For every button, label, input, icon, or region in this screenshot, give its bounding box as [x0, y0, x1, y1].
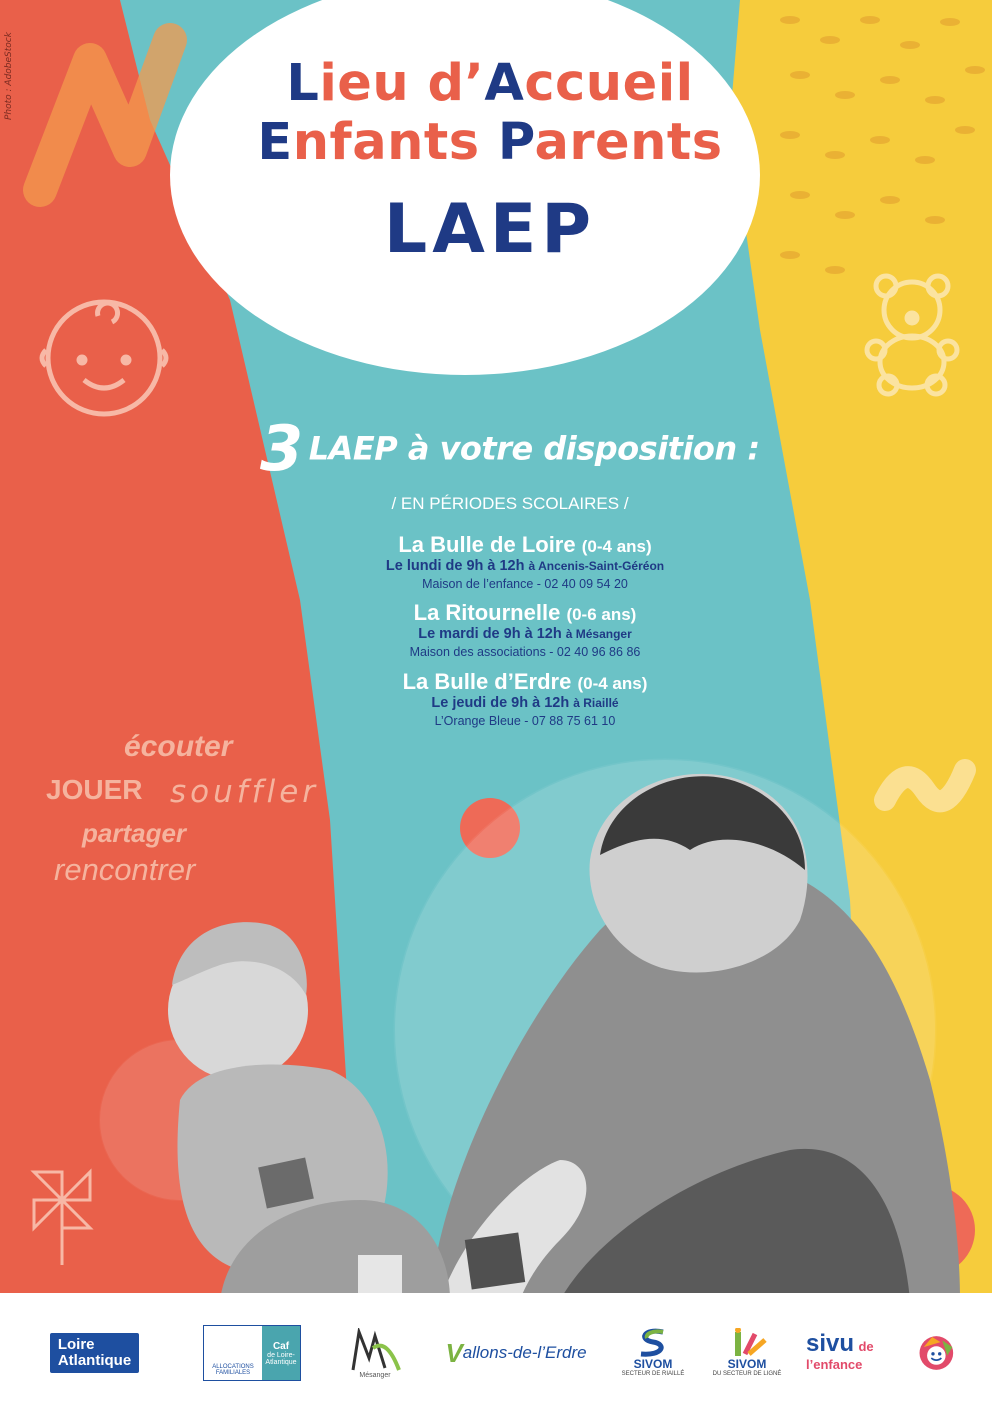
venue-name-line: [300, 601, 750, 625]
logo-caf: [202, 1323, 302, 1383]
mesanger-mark-icon: [345, 1328, 405, 1372]
venue-address: L’Orange Bleue - 07 88 75 61 10: [434, 713, 616, 728]
title-fragment: nfants: [292, 112, 498, 172]
verb-rencontrer: rencontrer: [54, 852, 196, 887]
title-initial-l: L: [286, 54, 320, 113]
venue-schedule-line: [300, 557, 750, 576]
venue-schedule: Le mardi de 9h à 12h: [418, 626, 562, 643]
venue-location: à Mésanger: [565, 627, 632, 642]
venue-location: à Riaillé: [573, 695, 619, 710]
venue-name-line: [300, 533, 750, 557]
sivom-ligne-name: SIVOM: [727, 1357, 767, 1372]
sivom-ligne-mark-icon: [725, 1328, 769, 1358]
sivom-ligne-sub: DU SECTEUR DE LIGNÉ: [712, 1371, 782, 1378]
verb-souffler: souffler: [170, 774, 320, 810]
la-line-1: Loire: [57, 1336, 95, 1354]
venue-age: (0-6 ans): [566, 605, 637, 625]
venue-item: [300, 670, 750, 729]
verb-jouer: JOUER: [46, 774, 143, 805]
title-initial-a: A: [484, 54, 525, 113]
loire-atlantique-box: [50, 1333, 139, 1373]
photo-credit: Photo : AdobeStock: [4, 32, 14, 120]
venue-age: (0-4 ans): [581, 537, 652, 556]
sivom-riaille-sub: SECTEUR DE RIAILLÉ: [621, 1371, 685, 1378]
venue-name-line: [300, 670, 750, 694]
title-fragment: ieu d’: [319, 54, 485, 113]
venue-name: La Bulle d’Erdre: [402, 668, 572, 694]
venue-item: [300, 533, 750, 592]
logo-sivom-riaille: [620, 1323, 686, 1383]
title-initial-p: P: [497, 112, 535, 172]
logo-mesanger: [335, 1323, 415, 1383]
verb-ecouter: écouter: [124, 730, 233, 763]
venue-age: (0-4 ans): [577, 673, 648, 693]
sivu-text: [806, 1332, 913, 1374]
caf-allocations: ALLOCATIONS FAMILIALES: [204, 1326, 262, 1380]
sivom-riaille-name: SIVOM: [633, 1357, 673, 1372]
title-line-1: [200, 55, 780, 114]
logo-loire-atlantique: [32, 1323, 157, 1383]
school-periods-note: / EN PÉRIODES SCOLAIRES /: [391, 494, 629, 513]
sivu-smiley-icon: [917, 1330, 956, 1376]
sivu-name: sivu: [806, 1330, 855, 1357]
la-line-2: Atlantique: [57, 1352, 132, 1369]
partner-logos-footer: [0, 1293, 992, 1407]
venue-name: La Bulle de Loire: [398, 532, 576, 557]
logo-sivom-ligne: [712, 1323, 782, 1383]
caf-box: [203, 1325, 301, 1381]
venue-schedule-line: [300, 694, 750, 713]
title-initial-e: E: [257, 112, 293, 172]
logo-vallons-de-l-erdre: [436, 1323, 596, 1383]
mesanger-label: Mésanger: [359, 1371, 391, 1379]
logo-sivu: [806, 1323, 956, 1383]
availability-text: LAEP à votre disposition :: [308, 429, 760, 468]
caf-brand: [262, 1326, 300, 1380]
laep-count: 3: [260, 412, 304, 485]
vallons-v: V: [445, 1337, 463, 1368]
venue-address: Maison des associations - 02 40 96 86 86: [409, 645, 641, 660]
venue-schedule-line: [300, 625, 750, 644]
title-block: [200, 55, 780, 269]
availability-heading: [260, 412, 780, 485]
caf-dept: de Loire-Atlantique: [265, 1351, 297, 1366]
venue-location: à Ancenis-Saint-Géréon: [528, 559, 665, 574]
venue-item: [300, 601, 750, 660]
venue-address: Maison de l’enfance - 02 40 09 54 20: [422, 577, 628, 592]
venue-schedule: Le jeudi de 9h à 12h: [431, 694, 570, 711]
title-line-2: [200, 114, 780, 173]
title-fragment: arents: [534, 112, 723, 172]
verb-partager: partager: [82, 818, 187, 848]
acronym-title: LAEP: [383, 190, 597, 270]
yellow-wave-decoration: [885, 770, 965, 801]
vallons-rest: allons-de-l’Erdre: [462, 1343, 587, 1362]
venue-name: La Ritournelle: [413, 600, 561, 626]
caf-name: Caf: [272, 1340, 290, 1352]
venue-schedule: Le lundi de 9h à 12h: [385, 558, 525, 575]
venue-list: [300, 533, 750, 738]
sivu-sub: de l’enfance: [806, 1339, 874, 1372]
sivom-riaille-mark-icon: [633, 1328, 673, 1358]
title-fragment: ccueil: [524, 54, 694, 113]
